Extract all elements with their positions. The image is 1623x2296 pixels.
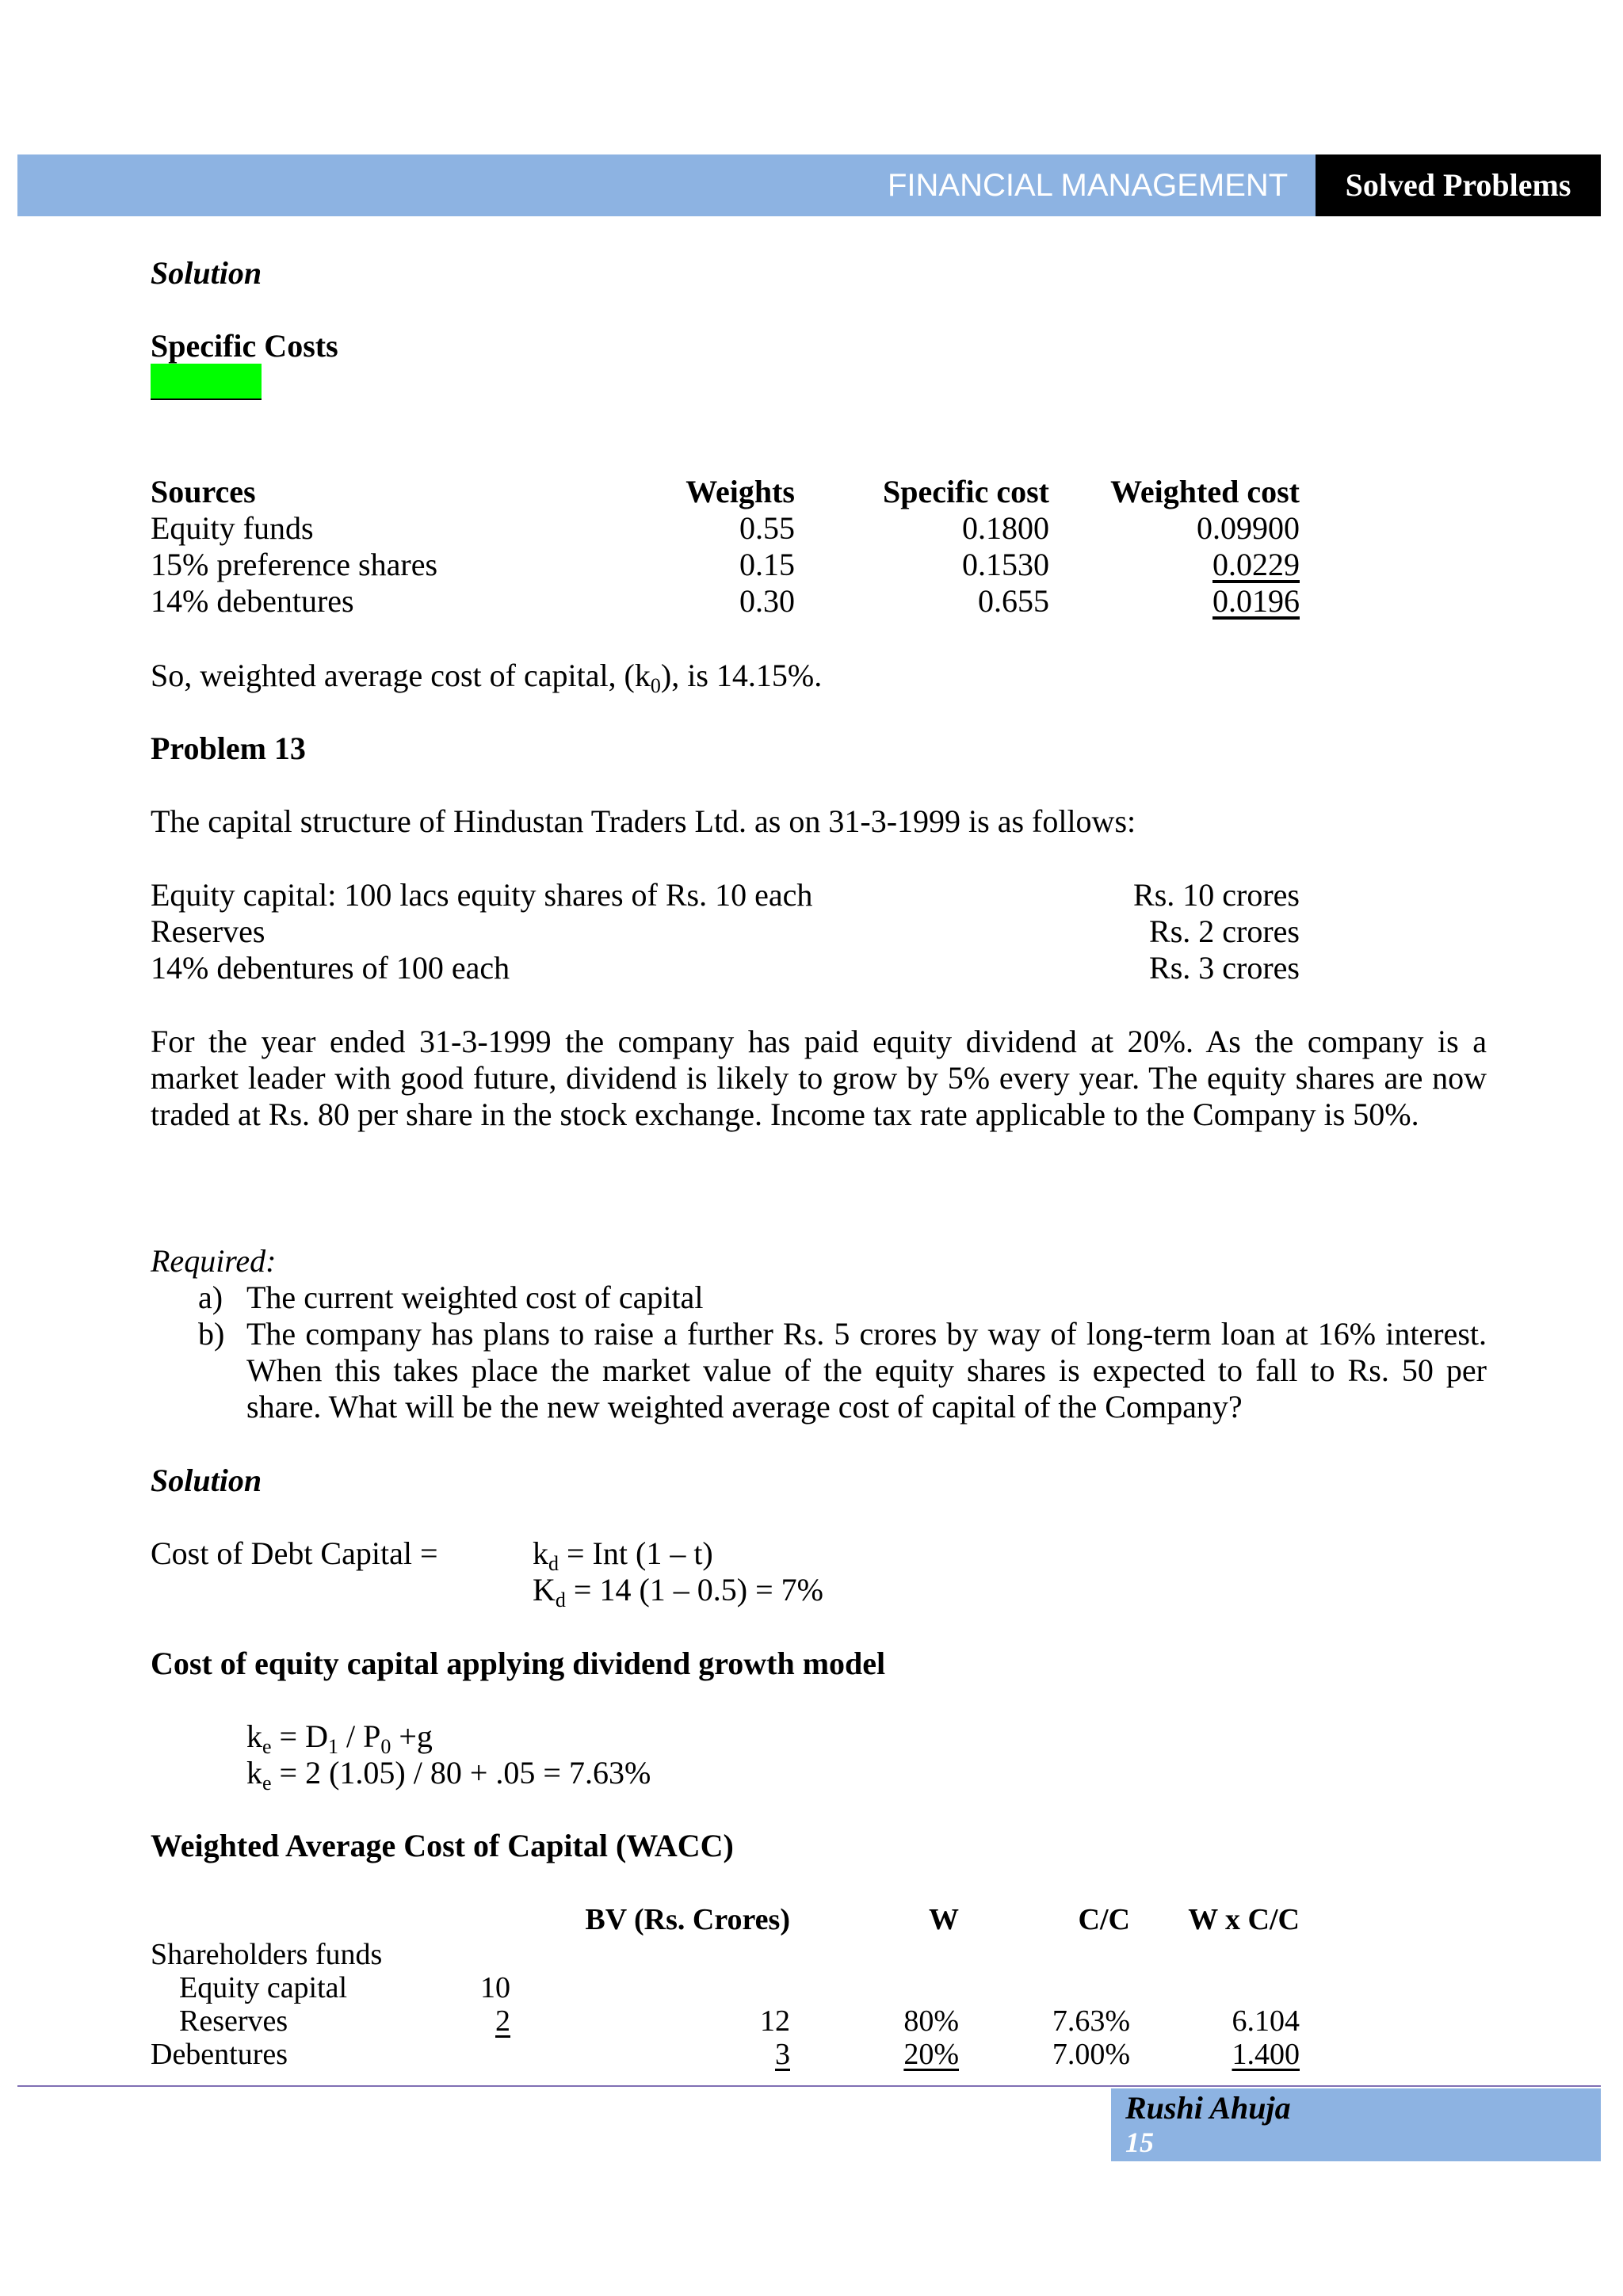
table-cell: 0.55 [739,510,795,546]
structure-label: Equity capital: 100 lacs equity shares of Rs. 10 each [151,877,813,913]
solution-heading: Solution [151,255,262,291]
footer-rule [17,2085,1601,2087]
table-header-weighted-cost: Weighted cost [1110,474,1300,509]
problem-paragraph: For the year ended 31-3-1999 the company has paid equity dividend at 20%. As the company is a market leader with good future, dividend is likely to grow by 5% every year. The equity shares are now traded at Rs. 80 per share in the stock exchange. Income tax rate applicable to the Company is 50%. [151,1024,1487,1132]
wacc-cell: 1.400 [1232,2038,1300,2071]
wacc-row-label: Reserves [179,2004,288,2038]
table-cell: 0.0229 [1212,547,1300,582]
equity-heading: Cost of equity capital applying dividend growth model [151,1646,886,1681]
wacc-header-wcc: W x C/C [1188,1903,1300,1936]
required-item-b: The company has plans to raise a further Rs. 5 crores by way of long-term loan at 16% interest. When this takes place the market value of the equity shares is expected to fall to Rs. 50 per share. What will be the new weighted average cost of capital of the Company? [246,1316,1487,1425]
wacc-row-label: Equity capital [179,1971,348,2004]
table-cell: Equity funds [151,510,314,546]
table-cell: 15% preference shares [151,547,438,582]
solution-heading: Solution [151,1463,262,1498]
table-cell: 0.30 [739,583,795,619]
problem-heading: Problem 13 [151,730,306,766]
equity-formula: $k_e = D_1 / P_0 +g$ [246,1718,433,1758]
debt-formula: $k_d$ = Int (1 – t) [533,1535,713,1575]
page-number: 15 [1125,2126,1154,2158]
wacc-cell: 3 [775,2038,790,2071]
wacc-conclusion: So, weighted average cost of capital, $(k_0)$, is 14.15%. [151,658,823,697]
wacc-header-bv: BV (Rs. Crores) [585,1903,790,1936]
header-section-label: Solved Problems [1316,154,1601,216]
wacc-row-label: Debentures [151,2038,288,2071]
structure-value: Rs. 10 crores [1133,877,1300,913]
highlight-underline [151,399,262,400]
table-header-specific-cost: Specific cost [883,474,1049,509]
wacc-header-w: W [929,1903,959,1936]
wacc-heading: Weighted Average Cost of Capital (WACC) [151,1828,734,1863]
structure-label: 14% debentures of 100 each [151,950,510,986]
wacc-cell: 10 [480,1971,510,2004]
table-cell: 14% debentures [151,583,354,619]
wacc-cell: 2 [495,2004,510,2038]
wacc-cell: 7.00% [1052,2038,1130,2071]
table-cell: 0.15 [739,547,795,582]
structure-value: Rs. 2 crores [1149,913,1300,949]
required-item-a: The current weighted cost of capital [246,1280,704,1315]
table-cell: 0.1800 [962,510,1049,546]
specific-costs-heading: Specific Costs [151,328,338,364]
debt-calculation: $K_d = 14$ (1 – 0.5) = 7% [533,1572,823,1611]
required-label: Required: [151,1243,277,1279]
wacc-cell: 20% [903,2038,959,2071]
list-marker-a: a) [198,1280,223,1315]
equity-calculation: $k_e = 2$ (1.05) / 80 + .05 = 7.63% [246,1755,651,1794]
table-cell: 0.655 [978,583,1049,619]
table-cell: 0.1530 [962,547,1049,582]
header-title: FINANCIAL MANAGEMENT [888,168,1289,203]
structure-label: Reserves [151,913,265,949]
wacc-cell: 7.63% [1052,2004,1130,2038]
structure-value: Rs. 3 crores [1149,950,1300,986]
problem-intro: The capital structure of Hindustan Traders Ltd. as on 31-3-1999 is as follows: [151,803,1136,839]
wacc-header-cc: C/C [1078,1903,1130,1936]
wacc-cell: 80% [903,2004,959,2038]
wacc-cell: 12 [760,2004,790,2038]
footer-author: Rushi Ahuja [1125,2090,1291,2126]
wacc-cell: 6.104 [1232,2004,1300,2038]
table-cell: 0.09900 [1197,510,1300,546]
debt-label: Cost of Debt Capital = [151,1535,438,1571]
highlight-mark [151,364,262,399]
table-header-sources: Sources [151,474,256,509]
list-marker-b: b) [198,1316,225,1352]
table-cell: 0.0196 [1212,583,1300,619]
table-header-weights: Weights [685,474,795,509]
wacc-row-label: Shareholders funds [151,1938,383,1971]
